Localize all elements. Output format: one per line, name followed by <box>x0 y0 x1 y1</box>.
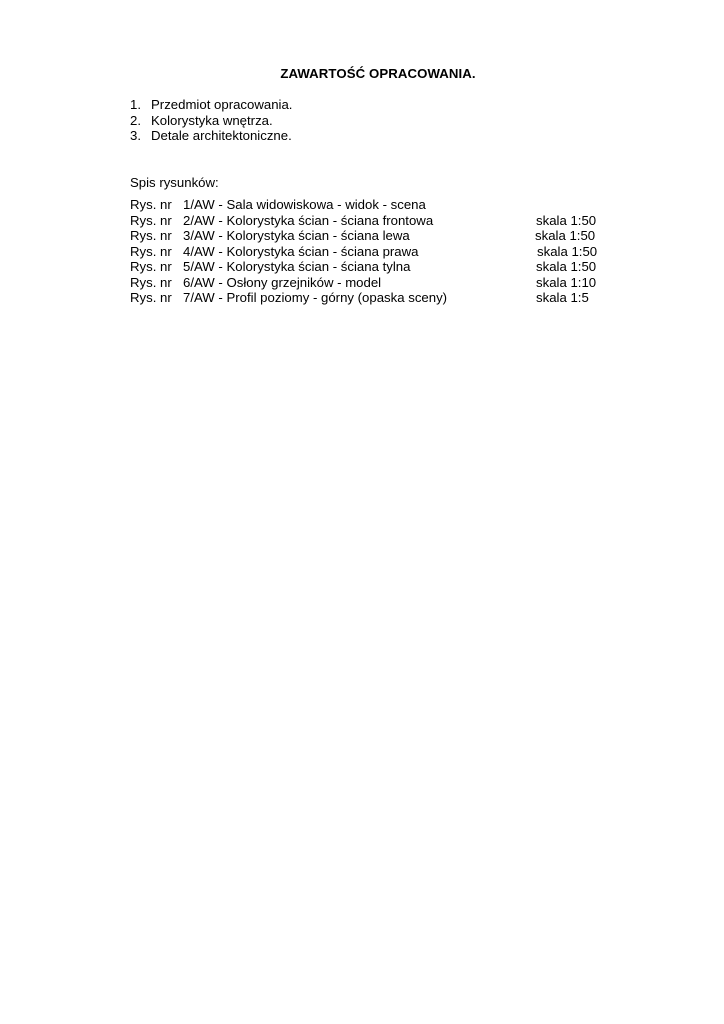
drawing-row <box>130 228 610 244</box>
document-title: ZAWARTOŚĆ OPRACOWANIA. <box>280 66 476 81</box>
drawing-row <box>130 259 610 275</box>
drawing-prefix: Rys. nr <box>130 212 172 228</box>
drawing-description: 2/AW - Kolorystyka ścian - ściana frontowa <box>183 212 434 228</box>
drawing-prefix: Rys. nr <box>130 243 172 259</box>
drawing-row <box>130 275 610 291</box>
contents-item-number: 1. <box>130 97 141 112</box>
drawing-scale: skala 1:50 <box>536 259 597 274</box>
drawing-description: 7/AW - Profil poziomy - górny (opaska sceny) <box>183 290 448 305</box>
drawing-description: 4/AW - Kolorystyka ścian - ściana prawa <box>183 243 419 259</box>
drawing-row <box>130 244 610 260</box>
drawings-list <box>130 197 610 306</box>
drawing-prefix: Rys. nr <box>130 290 172 305</box>
drawing-scale: skala 1:50 <box>536 212 597 228</box>
drawing-description: 1/AW - Sala widowiskowa - widok - scena <box>183 197 426 212</box>
contents-item-text: Przedmiot opracowania. <box>151 97 293 112</box>
drawings-heading: Spis rysunków: <box>130 175 219 190</box>
contents-item-number: 3. <box>130 128 141 143</box>
drawing-row <box>130 290 610 306</box>
drawing-scale: skala 1:50 <box>535 228 596 243</box>
contents-item <box>130 113 292 129</box>
contents-item <box>130 128 292 144</box>
contents-item-text: Detale architektoniczne. <box>151 128 292 143</box>
drawing-row <box>130 197 610 213</box>
drawing-prefix: Rys. nr <box>130 197 172 212</box>
contents-item-number: 2. <box>130 112 141 128</box>
drawing-prefix: Rys. nr <box>130 259 172 274</box>
drawing-description: 5/AW - Kolorystyka ścian - ściana tylna <box>183 259 411 274</box>
contents-item <box>130 97 292 113</box>
drawing-description: 3/AW - Kolorystyka ścian - ściana lewa <box>183 228 410 243</box>
contents-list <box>130 97 292 144</box>
drawing-scale: skala 1:10 <box>536 274 597 290</box>
contents-item-text: Kolorystyka wnętrza. <box>151 112 273 128</box>
drawing-description: 6/AW - Osłony grzejników - model <box>183 274 382 290</box>
drawing-scale: skala 1:50 <box>537 243 598 259</box>
drawing-scale: skala 1:5 <box>536 290 589 305</box>
drawing-prefix: Rys. nr <box>130 274 172 290</box>
drawing-row <box>130 213 610 229</box>
drawing-prefix: Rys. nr <box>130 228 172 243</box>
